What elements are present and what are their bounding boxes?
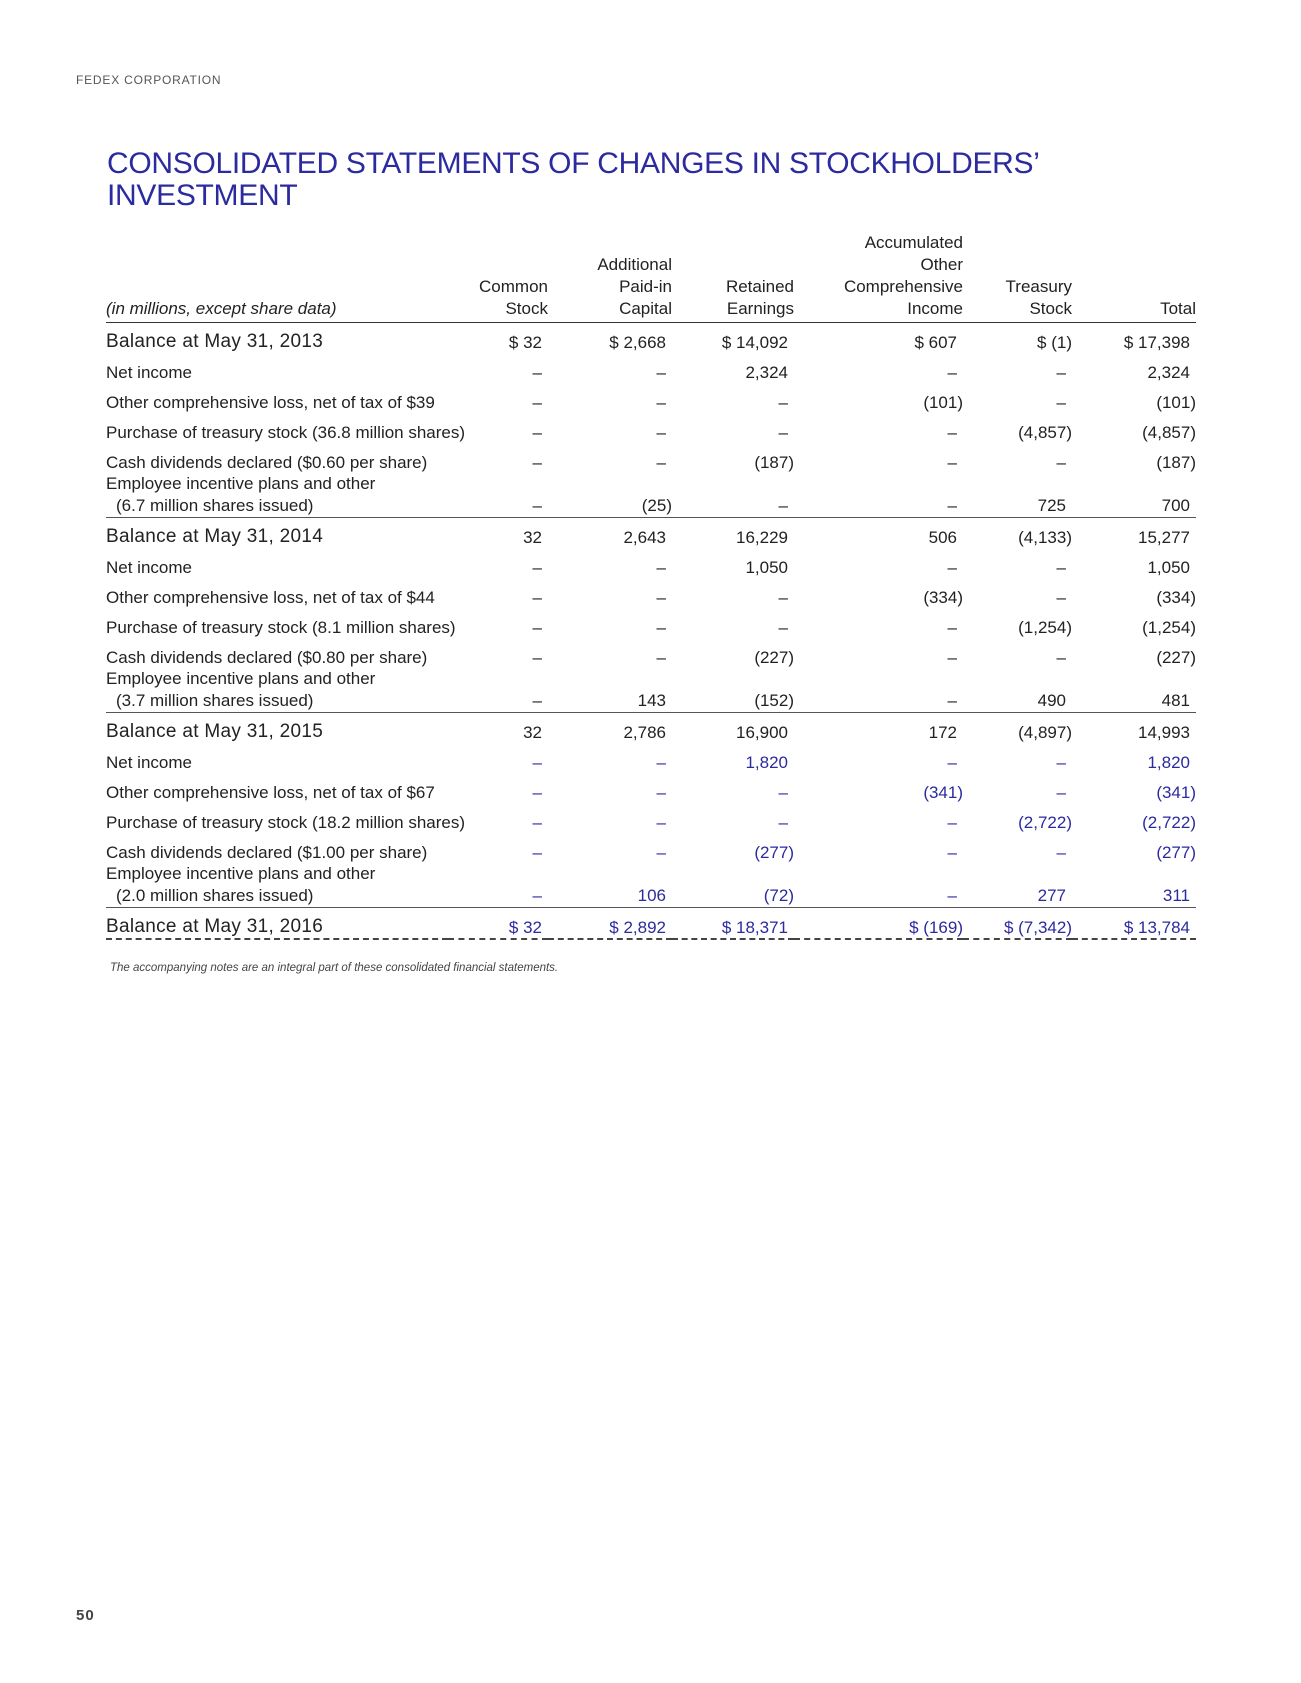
row-label-subtext: (3.7 million shares issued): [116, 691, 314, 710]
cell-additional-paid-in-capital: $ 2,892: [548, 908, 672, 940]
row-label-text: Balance at May 31, 2013: [106, 331, 324, 352]
cell-retained-earnings: $ 14,092: [721, 333, 788, 352]
column-header-treasury-stock: [963, 230, 1072, 323]
cell-common-stock: –: [532, 648, 542, 667]
cell-accumulated-oci: –: [947, 813, 957, 832]
page-number: 50: [76, 1607, 95, 1624]
cell-additional-paid-in-capital: 2,643: [548, 518, 672, 549]
cell-total: (227): [1156, 648, 1196, 667]
table-row: [106, 548, 1196, 578]
cell-accumulated-oci: –: [947, 886, 957, 905]
cell-common-stock: –: [532, 453, 542, 472]
cell-accumulated-oci: –: [947, 843, 957, 862]
cell-retained-earnings: (227): [754, 648, 794, 667]
cell-total: (187): [1156, 453, 1196, 472]
cell-additional-paid-in-capital: –: [656, 813, 666, 832]
table-row: [106, 473, 1196, 518]
cell-additional-paid-in-capital: –: [656, 558, 666, 577]
cell-total: (341): [1156, 783, 1196, 802]
row-label-text: Purchase of treasury stock (8.1 million shares): [106, 618, 456, 637]
row-label: [106, 743, 448, 773]
cell-retained-earnings: –: [778, 496, 788, 515]
table-row: [106, 863, 1196, 908]
row-label-text: Employee incentive plans and other: [106, 864, 376, 883]
stockholders-investment-table: [106, 230, 1196, 940]
row-label: [106, 473, 448, 518]
row-label-text: Purchase of treasury stock (36.8 million shares): [106, 423, 466, 442]
table-row: [106, 383, 1196, 413]
cell-total: (277): [1156, 843, 1196, 862]
column-header-total: [1072, 230, 1196, 323]
units-label: (in millions, except share data): [106, 230, 448, 323]
table-row: [106, 833, 1196, 863]
row-label-text: Net income: [106, 363, 192, 382]
cell-accumulated-oci: (101): [923, 393, 963, 412]
row-label: [106, 548, 448, 578]
cell-additional-paid-in-capital: –: [656, 618, 666, 637]
row-label: [106, 443, 448, 473]
cell-accumulated-oci: (334): [923, 588, 963, 607]
cell-accumulated-oci: 172: [794, 713, 963, 744]
cell-treasury-stock: –: [1056, 648, 1066, 667]
cell-retained-earnings: (187): [754, 453, 794, 472]
footnote: The accompanying notes are an integral part of these consolidated financial statements.: [110, 962, 559, 974]
row-label-text: Net income: [106, 558, 192, 577]
row-label: [106, 608, 456, 638]
cell-accumulated-oci: –: [947, 496, 957, 515]
cell-total: 1,050: [1147, 558, 1190, 577]
cell-retained-earnings: $ 18,371: [672, 908, 794, 940]
row-label-subtext: (6.7 million shares issued): [116, 496, 314, 515]
cell-common-stock: –: [532, 618, 542, 637]
cell-additional-paid-in-capital: $ 2,668: [609, 333, 666, 352]
cell-accumulated-oci: –: [947, 558, 957, 577]
row-label: [106, 833, 448, 863]
column-header-line: Common: [479, 277, 548, 296]
cell-treasury-stock: (2,722): [1018, 813, 1072, 832]
cell-treasury-stock: –: [1056, 453, 1066, 472]
cell-treasury-stock: (1,254): [1018, 618, 1072, 637]
cell-retained-earnings: 16,229: [672, 518, 794, 549]
cell-common-stock: $ 32: [448, 908, 548, 940]
cell-accumulated-oci: (341): [923, 783, 963, 802]
row-label: [106, 713, 448, 744]
column-header-line: Retained: [725, 277, 794, 296]
column-header-line: Stock: [505, 299, 548, 318]
cell-retained-earnings: –: [778, 423, 788, 442]
cell-total: 700: [1161, 496, 1190, 515]
cell-total: 311: [1162, 886, 1190, 905]
cell-treasury-stock: –: [1056, 558, 1066, 577]
cell-common-stock: –: [532, 691, 542, 710]
cell-additional-paid-in-capital: –: [656, 588, 666, 607]
column-header-line: Income: [907, 299, 963, 318]
table-row: [106, 578, 1196, 608]
cell-treasury-stock: $ (7,342): [963, 908, 1072, 940]
row-label: [106, 638, 448, 668]
cell-treasury-stock: (4,133): [963, 518, 1072, 549]
row-label-text: Balance at May 31, 2016: [106, 916, 324, 937]
row-label-subtext: (2.0 million shares issued): [116, 886, 314, 905]
column-header-line: Treasury: [1005, 277, 1072, 296]
balance-row: [106, 518, 1196, 549]
cell-treasury-stock: –: [1056, 753, 1066, 772]
cell-total: 2,324: [1147, 363, 1190, 382]
cell-common-stock: –: [532, 813, 542, 832]
cell-common-stock: –: [532, 843, 542, 862]
cell-total: 15,277: [1072, 518, 1196, 549]
cell-treasury-stock: –: [1056, 363, 1066, 382]
balance-row: [106, 713, 1196, 744]
cell-common-stock: –: [532, 393, 542, 412]
cell-common-stock: –: [532, 588, 542, 607]
page-title: CONSOLIDATED STATEMENTS OF CHANGES IN STOCKHOLDERS’ INVESTMENT: [107, 147, 1039, 212]
row-label: [106, 668, 448, 713]
row-label: [106, 803, 466, 833]
cell-treasury-stock: (4,897): [963, 713, 1072, 744]
cell-retained-earnings: 1,050: [745, 558, 788, 577]
cell-common-stock: –: [532, 363, 542, 382]
cell-retained-earnings: 2,324: [745, 363, 788, 382]
column-header-line: Paid-in: [619, 277, 672, 296]
cell-accumulated-oci: –: [947, 691, 957, 710]
row-label: [106, 908, 448, 940]
cell-additional-paid-in-capital: –: [656, 423, 666, 442]
cell-retained-earnings: (72): [763, 886, 794, 905]
row-label-text: Employee incentive plans and other: [106, 669, 376, 688]
table-row: [106, 803, 1196, 833]
table-row: [106, 638, 1196, 668]
row-label-text: Other comprehensive loss, net of tax of $67: [106, 783, 435, 802]
cell-total: (1,254): [1142, 618, 1196, 637]
cell-common-stock: 32: [448, 713, 548, 744]
row-label: [106, 578, 448, 608]
table-row: [106, 608, 1196, 638]
cell-common-stock: $ 32: [508, 333, 542, 352]
cell-accumulated-oci: –: [947, 453, 957, 472]
cell-accumulated-oci: –: [947, 363, 957, 382]
cell-additional-paid-in-capital: 143: [637, 691, 666, 710]
column-header-line: Capital: [619, 299, 672, 318]
cell-treasury-stock: –: [1056, 588, 1066, 607]
cell-treasury-stock: –: [1056, 783, 1066, 802]
row-label: [106, 773, 448, 803]
row-label-text: Cash dividends declared ($0.80 per share): [106, 648, 428, 667]
row-label-text: Cash dividends declared ($1.00 per share): [106, 843, 428, 862]
row-label-text: Other comprehensive loss, net of tax of $39: [106, 393, 435, 412]
cell-accumulated-oci: $ (169): [794, 908, 963, 940]
cell-retained-earnings: (152): [754, 691, 794, 710]
cell-retained-earnings: –: [778, 618, 788, 637]
cell-retained-earnings: (277): [754, 843, 794, 862]
cell-additional-paid-in-capital: 2,786: [548, 713, 672, 744]
cell-retained-earnings: –: [778, 588, 788, 607]
row-label-text: Purchase of treasury stock (18.2 million shares): [106, 813, 466, 832]
cell-common-stock: –: [532, 558, 542, 577]
cell-total: (4,857): [1142, 423, 1196, 442]
cell-additional-paid-in-capital: –: [656, 648, 666, 667]
row-label-text: Other comprehensive loss, net of tax of $44: [106, 588, 435, 607]
cell-accumulated-oci: –: [947, 618, 957, 637]
column-header-common-stock: [448, 230, 548, 323]
cell-common-stock: –: [532, 783, 542, 802]
cell-accumulated-oci: –: [947, 753, 957, 772]
column-header-additional-paid-in-capital: [548, 230, 672, 323]
cell-retained-earnings: –: [778, 393, 788, 412]
row-label-text: Cash dividends declared ($0.60 per share): [106, 453, 428, 472]
row-label: [106, 518, 448, 549]
row-label: [106, 863, 448, 908]
cell-treasury-stock: (4,857): [1018, 423, 1072, 442]
cell-additional-paid-in-capital: –: [656, 843, 666, 862]
cell-total: (334): [1156, 588, 1196, 607]
cell-additional-paid-in-capital: –: [656, 363, 666, 382]
cell-retained-earnings: 1,820: [745, 753, 788, 772]
cell-total: 1,820: [1147, 753, 1190, 772]
cell-accumulated-oci: 506: [794, 518, 963, 549]
table-row: [106, 413, 1196, 443]
row-label: [106, 353, 448, 383]
cell-total: 14,993: [1072, 713, 1196, 744]
cell-additional-paid-in-capital: –: [656, 753, 666, 772]
row-label: [106, 383, 448, 413]
table-row: [106, 668, 1196, 713]
cell-total: (101): [1156, 393, 1196, 412]
cell-accumulated-oci: –: [947, 423, 957, 442]
cell-treasury-stock: –: [1056, 393, 1066, 412]
row-label-text: Employee incentive plans and other: [106, 474, 376, 493]
cell-accumulated-oci: $ 607: [914, 333, 957, 352]
cell-additional-paid-in-capital: –: [656, 783, 666, 802]
cell-additional-paid-in-capital: –: [656, 453, 666, 472]
cell-common-stock: –: [532, 753, 542, 772]
cell-retained-earnings: –: [778, 813, 788, 832]
cell-additional-paid-in-capital: 106: [637, 886, 666, 905]
column-header-line: Comprehensive: [843, 277, 963, 296]
row-label: [106, 413, 466, 443]
cell-common-stock: –: [532, 886, 542, 905]
balance-row: [106, 323, 1196, 354]
table-row: [106, 743, 1196, 773]
row-label: [106, 323, 448, 354]
cell-treasury-stock: 725: [1037, 496, 1066, 515]
table-row: [106, 353, 1196, 383]
column-header-line: Total: [1160, 299, 1196, 318]
cell-total: $ 13,784: [1072, 908, 1196, 940]
cell-retained-earnings: –: [778, 783, 788, 802]
column-header-accumulated-oci: [794, 230, 963, 323]
column-header-line: Accumulated: [864, 233, 963, 252]
row-label-text: Net income: [106, 753, 192, 772]
company-name: FEDEX CORPORATION: [76, 73, 222, 87]
cell-retained-earnings: 16,900: [672, 713, 794, 744]
column-header-retained-earnings: [672, 230, 794, 323]
cell-treasury-stock: 277: [1037, 886, 1066, 905]
cell-accumulated-oci: –: [947, 648, 957, 667]
column-header-row: [106, 230, 1196, 323]
row-label-text: Balance at May 31, 2015: [106, 721, 324, 742]
cell-common-stock: –: [532, 496, 542, 515]
cell-total: (2,722): [1142, 813, 1196, 832]
balance-row: [106, 908, 1196, 940]
cell-additional-paid-in-capital: (25): [641, 496, 672, 515]
cell-treasury-stock: –: [1056, 843, 1066, 862]
table-row: [106, 773, 1196, 803]
column-header-line: Stock: [1029, 299, 1072, 318]
cell-total: 481: [1161, 691, 1190, 710]
row-label-text: Balance at May 31, 2014: [106, 526, 324, 547]
cell-additional-paid-in-capital: –: [656, 393, 666, 412]
table-row: [106, 443, 1196, 473]
cell-treasury-stock: 490: [1037, 691, 1066, 710]
cell-common-stock: –: [532, 423, 542, 442]
cell-treasury-stock: $ (1): [1037, 333, 1072, 352]
cell-total: $ 17,398: [1123, 333, 1190, 352]
column-header-line: Earnings: [726, 299, 794, 318]
cell-common-stock: 32: [448, 518, 548, 549]
column-header-line: Other: [920, 255, 963, 274]
column-header-line: Additional: [597, 255, 672, 274]
